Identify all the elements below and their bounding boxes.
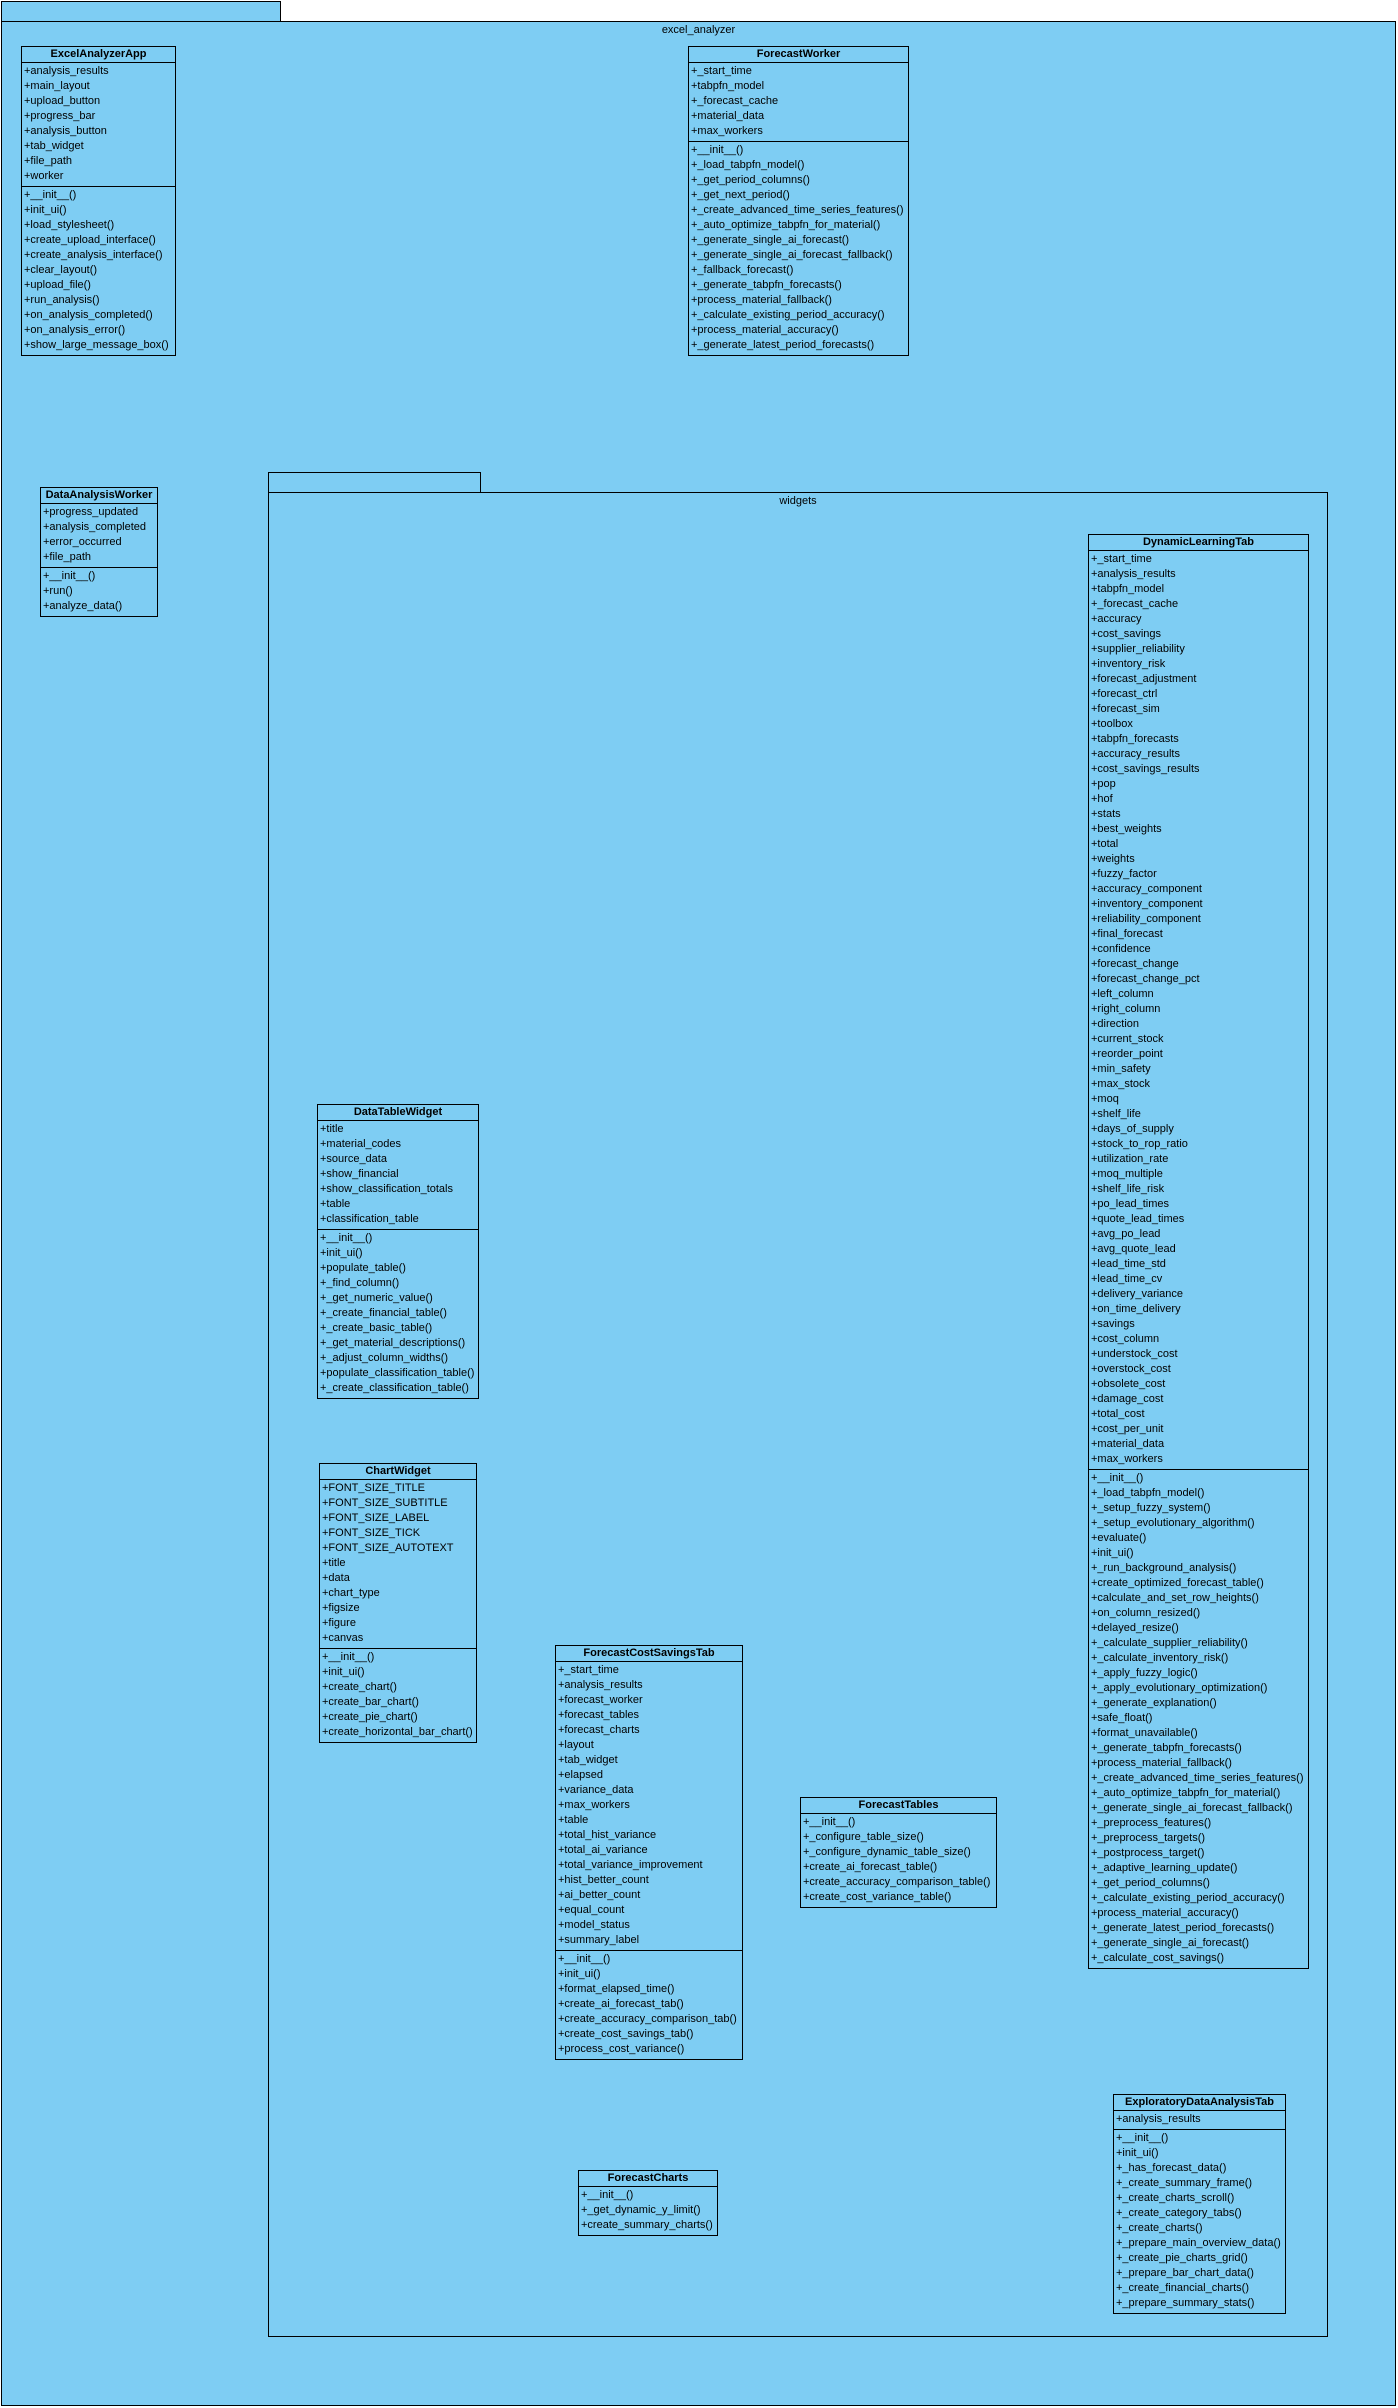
methods-compartment xyxy=(1089,1469,1308,1968)
attribute-row: +show_classification_totals xyxy=(320,1183,453,1195)
method-row: +_get_dynamic_y_limit() xyxy=(581,2204,701,2216)
class-forecast-charts[interactable] xyxy=(578,2170,718,2236)
method-row: +_calculate_existing_period_accuracy() xyxy=(1091,1892,1285,1904)
method-row: +safe_float() xyxy=(1091,1712,1153,1724)
attribute-row: +inventory_risk xyxy=(1091,658,1166,670)
attribute-row: +analysis_results xyxy=(1091,568,1176,580)
attribute-row: +title xyxy=(320,1123,344,1135)
method-row: +_has_forecast_data() xyxy=(1116,2162,1227,2174)
attribute-row: +left_column xyxy=(1091,988,1154,1000)
widgets-package-tab xyxy=(268,472,481,493)
method-row: +calculate_and_set_row_heights() xyxy=(1091,1592,1259,1604)
excel-analyzer-package-tab xyxy=(1,1,281,22)
attribute-row: +final_forecast xyxy=(1091,928,1163,940)
method-row: +init_ui() xyxy=(320,1247,363,1259)
attribute-row: +tabpfn_model xyxy=(1091,583,1165,595)
attribute-row: +file_path xyxy=(43,551,92,563)
attribute-row: +figsize xyxy=(322,1602,360,1614)
method-row: +format_elapsed_time() xyxy=(558,1983,675,1995)
methods-compartment xyxy=(801,1814,996,1907)
method-row: +_get_next_period() xyxy=(691,189,790,201)
attribute-row: +canvas xyxy=(322,1632,364,1644)
method-row: +_calculate_inventory_risk() xyxy=(1091,1652,1229,1664)
method-row: +_get_material_descriptions() xyxy=(320,1337,466,1349)
method-row: +_load_tabpfn_model() xyxy=(691,159,805,171)
attribute-row: +data xyxy=(322,1572,350,1584)
class-forecast-tables[interactable] xyxy=(800,1797,997,1908)
class-forecast-worker[interactable] xyxy=(688,46,909,356)
method-row: +_create_charts() xyxy=(1116,2222,1203,2234)
attribute-row: +forecast_tables xyxy=(558,1709,640,1721)
method-row: +create_chart() xyxy=(322,1681,397,1693)
attribute-row: +elapsed xyxy=(558,1769,603,1781)
attribute-row: +_forecast_cache xyxy=(1091,598,1179,610)
attribute-row: +weights xyxy=(1091,853,1135,865)
class-name: ExploratoryDataAnalysisTab xyxy=(1114,2095,1285,2111)
attribute-row: +supplier_reliability xyxy=(1091,643,1185,655)
method-row: +run() xyxy=(43,585,73,597)
attribute-row: +moq_multiple xyxy=(1091,1168,1163,1180)
attribute-row: +quote_lead_times xyxy=(1091,1213,1185,1225)
method-row: +delayed_resize() xyxy=(1091,1622,1179,1634)
method-row: +_adjust_column_widths() xyxy=(320,1352,449,1364)
method-row: +_preprocess_targets() xyxy=(1091,1832,1206,1844)
attribute-row: +forecast_change xyxy=(1091,958,1179,970)
methods-compartment xyxy=(318,1229,478,1398)
method-row: +_preprocess_features() xyxy=(1091,1817,1212,1829)
methods-compartment xyxy=(556,1950,742,2059)
attributes-compartment xyxy=(320,1480,476,1648)
method-row: +_get_numeric_value() xyxy=(320,1292,433,1304)
attribute-row: +min_safety xyxy=(1091,1063,1151,1075)
method-row: +_create_financial_table() xyxy=(320,1307,447,1319)
attribute-row: +total xyxy=(1091,838,1119,850)
method-row: +_generate_explanation() xyxy=(1091,1697,1217,1709)
attribute-row: +forecast_charts xyxy=(558,1724,640,1736)
attribute-row: +title xyxy=(322,1557,346,1569)
method-row: +run_analysis() xyxy=(24,294,100,306)
attribute-row: +_start_time xyxy=(691,65,752,77)
attribute-row: +model_status xyxy=(558,1919,630,1931)
attribute-row: +analysis_completed xyxy=(43,521,147,533)
method-row: +_setup_evolutionary_algorithm() xyxy=(1091,1517,1255,1529)
attributes-compartment xyxy=(1089,551,1308,1469)
attribute-row: +FONT_SIZE_SUBTITLE xyxy=(322,1497,448,1509)
method-row: +on_analysis_error() xyxy=(24,324,126,336)
attribute-row: +figure xyxy=(322,1617,356,1629)
method-row: +_create_charts_scroll() xyxy=(1116,2192,1235,2204)
attribute-row: +main_layout xyxy=(24,80,90,92)
method-row: +load_stylesheet() xyxy=(24,219,115,231)
method-row: +create_horizontal_bar_chart() xyxy=(322,1726,473,1738)
attribute-row: +total_cost xyxy=(1091,1408,1145,1420)
method-row: +__init__() xyxy=(43,570,96,582)
method-row: +populate_table() xyxy=(320,1262,406,1274)
attribute-row: +max_workers xyxy=(1091,1453,1163,1465)
attribute-row: +lead_time_cv xyxy=(1091,1273,1163,1285)
attribute-row: +cost_savings_results xyxy=(1091,763,1200,775)
attribute-row: +reorder_point xyxy=(1091,1048,1163,1060)
method-row: +populate_classification_table() xyxy=(320,1367,475,1379)
attribute-row: +source_data xyxy=(320,1153,387,1165)
class-name: ForecastTables xyxy=(801,1798,996,1814)
attribute-row: +tab_widget xyxy=(24,140,84,152)
attribute-row: +_start_time xyxy=(558,1664,619,1676)
method-row: +process_cost_variance() xyxy=(558,2043,685,2055)
method-row: +create_ai_forecast_table() xyxy=(803,1861,938,1873)
attribute-row: +table xyxy=(558,1814,589,1826)
attribute-row: +utilization_rate xyxy=(1091,1153,1169,1165)
method-row: +__init__() xyxy=(691,144,744,156)
attributes-compartment xyxy=(1114,2111,1285,2129)
attribute-row: +FONT_SIZE_TITLE xyxy=(322,1482,425,1494)
method-row: +__init__() xyxy=(322,1651,375,1663)
class-name: ChartWidget xyxy=(320,1464,476,1480)
method-row: +init_ui() xyxy=(322,1666,365,1678)
method-row: +init_ui() xyxy=(558,1968,601,1980)
attribute-row: +forecast_worker xyxy=(558,1694,643,1706)
method-row: +_create_category_tabs() xyxy=(1116,2207,1242,2219)
method-row: +evaluate() xyxy=(1091,1532,1147,1544)
method-row: +_create_financial_charts() xyxy=(1116,2282,1249,2294)
methods-compartment xyxy=(689,141,908,355)
attribute-row: +analysis_results xyxy=(1116,2113,1201,2125)
method-row: +_auto_optimize_tabpfn_for_material() xyxy=(691,219,881,231)
attribute-row: +shelf_life xyxy=(1091,1108,1141,1120)
attribute-row: +total_ai_variance xyxy=(558,1844,648,1856)
class-data-table-widget[interactable] xyxy=(317,1104,479,1399)
attribute-row: +material_data xyxy=(1091,1438,1165,1450)
attribute-row: +savings xyxy=(1091,1318,1135,1330)
method-row: +_generate_single_ai_forecast() xyxy=(1091,1937,1250,1949)
method-row: +_run_background_analysis() xyxy=(1091,1562,1237,1574)
attribute-row: +current_stock xyxy=(1091,1033,1164,1045)
method-row: +format_unavailable() xyxy=(1091,1727,1198,1739)
attribute-row: +direction xyxy=(1091,1018,1140,1030)
method-row: +process_material_accuracy() xyxy=(691,324,839,336)
class-name: DataTableWidget xyxy=(318,1105,478,1121)
attribute-row: +progress_updated xyxy=(43,506,139,518)
attribute-row: +accuracy_component xyxy=(1091,883,1202,895)
attribute-row: +stock_to_rop_ratio xyxy=(1091,1138,1188,1150)
attribute-row: +cost_column xyxy=(1091,1333,1160,1345)
attribute-row: +fuzzy_factor xyxy=(1091,868,1157,880)
attributes-compartment xyxy=(22,63,175,186)
method-row: +__init__() xyxy=(24,189,77,201)
attribute-row: +moq xyxy=(1091,1093,1119,1105)
attribute-row: +accuracy xyxy=(1091,613,1142,625)
attribute-row: +chart_type xyxy=(322,1587,380,1599)
class-chart-widget[interactable] xyxy=(319,1463,477,1743)
attribute-row: +FONT_SIZE_TICK xyxy=(322,1527,421,1539)
method-row: +_create_classification_table() xyxy=(320,1382,469,1394)
method-row: +show_large_message_box() xyxy=(24,339,169,351)
methods-compartment xyxy=(22,186,175,355)
attribute-row: +damage_cost xyxy=(1091,1393,1164,1405)
attribute-row: +error_occurred xyxy=(43,536,122,548)
method-row: +_get_period_columns() xyxy=(691,174,810,186)
attributes-compartment xyxy=(689,63,908,141)
attribute-row: +on_time_delivery xyxy=(1091,1303,1181,1315)
attribute-row: +hist_better_count xyxy=(558,1874,649,1886)
attribute-row: +forecast_adjustment xyxy=(1091,673,1197,685)
attribute-row: +hof xyxy=(1091,793,1113,805)
method-row: +create_accuracy_comparison_table() xyxy=(803,1876,991,1888)
method-row: +create_bar_chart() xyxy=(322,1696,419,1708)
attribute-row: +show_financial xyxy=(320,1168,399,1180)
method-row: +on_analysis_completed() xyxy=(24,309,153,321)
attribute-row: +equal_count xyxy=(558,1904,625,1916)
method-row: +_create_advanced_time_series_features() xyxy=(691,204,904,216)
method-row: +_apply_fuzzy_logic() xyxy=(1091,1667,1198,1679)
method-row: +_load_tabpfn_model() xyxy=(1091,1487,1205,1499)
attribute-row: +cost_savings xyxy=(1091,628,1162,640)
method-row: +__init__() xyxy=(581,2189,634,2201)
class-name: ForecastCharts xyxy=(579,2171,717,2187)
methods-compartment xyxy=(579,2187,717,2235)
method-row: +_configure_dynamic_table_size() xyxy=(803,1846,971,1858)
class-name: DataAnalysisWorker xyxy=(41,488,157,504)
package-name: widgets xyxy=(779,495,817,507)
attribute-row: +material_data xyxy=(691,110,765,122)
method-row: +_calculate_existing_period_accuracy() xyxy=(691,309,885,321)
method-row: +analyze_data() xyxy=(43,600,123,612)
method-row: +process_material_accuracy() xyxy=(1091,1907,1239,1919)
attribute-row: +cost_per_unit xyxy=(1091,1423,1164,1435)
attribute-row: +avg_po_lead xyxy=(1091,1228,1161,1240)
class-excel-analyzer-app[interactable] xyxy=(21,46,176,356)
attribute-row: +shelf_life_risk xyxy=(1091,1183,1165,1195)
method-row: +create_summary_charts() xyxy=(581,2219,713,2231)
attribute-row: +obsolete_cost xyxy=(1091,1378,1166,1390)
attribute-row: +tabpfn_model xyxy=(691,80,765,92)
method-row: +__init__() xyxy=(320,1232,373,1244)
attribute-row: +file_path xyxy=(24,155,73,167)
method-row: +__init__() xyxy=(803,1816,856,1828)
attribute-row: +max_stock xyxy=(1091,1078,1150,1090)
method-row: +create_optimized_forecast_table() xyxy=(1091,1577,1264,1589)
class-dynamic-learning-tab[interactable] xyxy=(1088,534,1309,1969)
method-row: +_calculate_cost_savings() xyxy=(1091,1952,1224,1964)
attribute-row: +avg_quote_lead xyxy=(1091,1243,1176,1255)
attribute-row: +stats xyxy=(1091,808,1121,820)
method-row: +_prepare_bar_chart_data() xyxy=(1116,2267,1254,2279)
attribute-row: +overstock_cost xyxy=(1091,1363,1171,1375)
attribute-row: +_start_time xyxy=(1091,553,1152,565)
attribute-row: +pop xyxy=(1091,778,1116,790)
method-row: +_apply_evolutionary_optimization() xyxy=(1091,1682,1268,1694)
attribute-row: +forecast_change_pct xyxy=(1091,973,1200,985)
attribute-row: +days_of_supply xyxy=(1091,1123,1174,1135)
method-row: +process_material_fallback() xyxy=(1091,1757,1232,1769)
attribute-row: +FONT_SIZE_AUTOTEXT xyxy=(322,1542,454,1554)
attribute-row: +table xyxy=(320,1198,351,1210)
method-row: +_prepare_summary_stats() xyxy=(1116,2297,1255,2309)
class-name: DynamicLearningTab xyxy=(1089,535,1308,551)
method-row: +create_ai_forecast_tab() xyxy=(558,1998,684,2010)
method-row: +_generate_latest_period_forecasts() xyxy=(1091,1922,1275,1934)
method-row: +_auto_optimize_tabpfn_for_material() xyxy=(1091,1787,1281,1799)
attribute-row: +material_codes xyxy=(320,1138,402,1150)
class-name: ForecastWorker xyxy=(689,47,908,63)
attribute-row: +ai_better_count xyxy=(558,1889,641,1901)
methods-compartment xyxy=(1114,2129,1285,2313)
method-row: +on_column_resized() xyxy=(1091,1607,1201,1619)
attribute-row: +FONT_SIZE_LABEL xyxy=(322,1512,430,1524)
attribute-row: +analysis_results xyxy=(558,1679,643,1691)
method-row: +init_ui() xyxy=(1116,2147,1159,2159)
method-row: +process_material_fallback() xyxy=(691,294,832,306)
attribute-row: +layout xyxy=(558,1739,594,1751)
method-row: +init_ui() xyxy=(1091,1547,1134,1559)
attribute-row: +confidence xyxy=(1091,943,1151,955)
method-row: +_configure_table_size() xyxy=(803,1831,924,1843)
attribute-row: +forecast_ctrl xyxy=(1091,688,1158,700)
attribute-row: +delivery_variance xyxy=(1091,1288,1184,1300)
method-row: +_adaptive_learning_update() xyxy=(1091,1862,1238,1874)
attribute-row: +total_variance_improvement xyxy=(558,1859,703,1871)
method-row: +_create_summary_frame() xyxy=(1116,2177,1253,2189)
class-name: ForecastCostSavingsTab xyxy=(556,1646,742,1662)
method-row: +_setup_fuzzy_system() xyxy=(1091,1502,1211,1514)
method-row: +_generate_single_ai_forecast_fallback() xyxy=(691,249,893,261)
method-row: +_prepare_main_overview_data() xyxy=(1116,2237,1281,2249)
attribute-row: +understock_cost xyxy=(1091,1348,1178,1360)
method-row: +_create_advanced_time_series_features() xyxy=(1091,1772,1304,1784)
attribute-row: +analysis_results xyxy=(24,65,109,77)
attribute-row: +best_weights xyxy=(1091,823,1162,835)
attribute-row: +total_hist_variance xyxy=(558,1829,657,1841)
method-row: +_postprocess_target() xyxy=(1091,1847,1205,1859)
method-row: +_create_pie_charts_grid() xyxy=(1116,2252,1248,2264)
class-forecast-cost-savings-tab[interactable] xyxy=(555,1645,743,2060)
attribute-row: +worker xyxy=(24,170,64,182)
method-row: +_create_basic_table() xyxy=(320,1322,433,1334)
attribute-row: +progress_bar xyxy=(24,110,96,122)
method-row: +init_ui() xyxy=(24,204,67,216)
attribute-row: +reliability_component xyxy=(1091,913,1201,925)
attribute-row: +right_column xyxy=(1091,1003,1161,1015)
attribute-row: +lead_time_std xyxy=(1091,1258,1166,1270)
attribute-row: +analysis_button xyxy=(24,125,107,137)
method-row: +upload_file() xyxy=(24,279,91,291)
attribute-row: +forecast_sim xyxy=(1091,703,1160,715)
methods-compartment xyxy=(41,567,157,616)
method-row: +_get_period_columns() xyxy=(1091,1877,1210,1889)
method-row: +_generate_single_ai_forecast_fallback() xyxy=(1091,1802,1293,1814)
method-row: +_generate_latest_period_forecasts() xyxy=(691,339,875,351)
method-row: +create_cost_savings_tab() xyxy=(558,2028,694,2040)
method-row: +create_pie_chart() xyxy=(322,1711,418,1723)
class-exploratory-data-analysis-tab[interactable] xyxy=(1113,2094,1286,2314)
attribute-row: +summary_label xyxy=(558,1934,640,1946)
method-row: +_generate_tabpfn_forecasts() xyxy=(1091,1742,1242,1754)
attribute-row: +max_workers xyxy=(691,125,763,137)
attribute-row: +classification_table xyxy=(320,1213,419,1225)
attribute-row: +accuracy_results xyxy=(1091,748,1180,760)
method-row: +_find_column() xyxy=(320,1277,400,1289)
attribute-row: +max_workers xyxy=(558,1799,630,1811)
attribute-row: +tabpfn_forecasts xyxy=(1091,733,1179,745)
method-row: +create_cost_variance_table() xyxy=(803,1891,952,1903)
attribute-row: +inventory_component xyxy=(1091,898,1203,910)
methods-compartment xyxy=(320,1648,476,1742)
attribute-row: +po_lead_times xyxy=(1091,1198,1169,1210)
method-row: +__init__() xyxy=(1091,1472,1144,1484)
method-row: +_fallback_forecast() xyxy=(691,264,794,276)
method-row: +__init__() xyxy=(558,1953,611,1965)
attributes-compartment xyxy=(556,1662,742,1950)
method-row: +clear_layout() xyxy=(24,264,98,276)
attribute-row: +tab_widget xyxy=(558,1754,618,1766)
method-row: +create_analysis_interface() xyxy=(24,249,163,261)
attribute-row: +toolbox xyxy=(1091,718,1133,730)
method-row: +__init__() xyxy=(1116,2132,1169,2144)
method-row: +_generate_tabpfn_forecasts() xyxy=(691,279,842,291)
package-name: excel_analyzer xyxy=(661,24,736,36)
class-data-analysis-worker[interactable] xyxy=(40,487,158,617)
attributes-compartment xyxy=(41,504,157,567)
attributes-compartment xyxy=(318,1121,478,1229)
attribute-row: +_forecast_cache xyxy=(691,95,779,107)
attribute-row: +upload_button xyxy=(24,95,101,107)
method-row: +_generate_single_ai_forecast() xyxy=(691,234,850,246)
method-row: +create_upload_interface() xyxy=(24,234,156,246)
method-row: +_calculate_supplier_reliability() xyxy=(1091,1637,1248,1649)
attribute-row: +variance_data xyxy=(558,1784,634,1796)
method-row: +create_accuracy_comparison_tab() xyxy=(558,2013,737,2025)
class-name: ExcelAnalyzerApp xyxy=(22,47,175,63)
